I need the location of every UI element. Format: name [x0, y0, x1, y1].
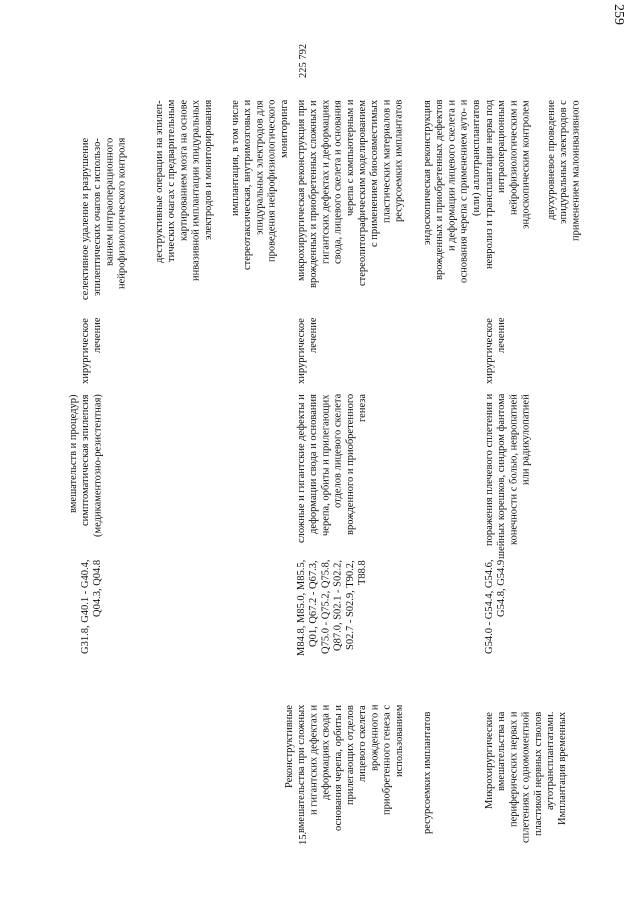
- prev-row-diagnosis: [68, 394, 106, 562]
- text-line: приобретенного генеза с: [381, 705, 393, 815]
- text-line: пластикой нервных стволов: [532, 712, 544, 837]
- text-line: G31.8, G40.1 - G40.4,: [80, 560, 91, 655]
- text-line: стереолитографическим моделированием: [357, 100, 369, 286]
- text-line: Q87.0, S02.1 - S02.2,: [332, 560, 344, 652]
- text-line: с применением биосовместимых: [369, 100, 381, 248]
- next-row-method-1: [484, 100, 536, 318]
- text-line: двухуровневое проведение: [546, 100, 557, 221]
- text-line: хирургическое: [80, 318, 91, 384]
- text-line: нейрофизиологическим и: [508, 100, 520, 215]
- text-line: поражения плечевого сплетения и: [484, 394, 495, 547]
- text-line: мониторинга: [278, 100, 290, 159]
- text-line: ресурсоемких имплантатов: [393, 100, 405, 223]
- text-line: аутотрансплантатами.: [545, 712, 557, 811]
- text-line: генеза: [357, 394, 369, 423]
- next-row-name: [484, 712, 574, 872]
- text-line: лицевого скелета: [357, 705, 369, 782]
- text-line: Q04.3, Q04.8: [92, 560, 104, 618]
- row-15-treatment: [296, 318, 322, 394]
- text-line: нейрофизиологического контроля: [116, 138, 128, 290]
- text-line: Q01, Q67.2 - Q67.3,: [308, 560, 320, 647]
- text-line: применением малоинвазивного: [570, 100, 582, 241]
- text-line: и деформации лицевого скелета и: [446, 100, 458, 252]
- text-line: симптоматическая эпилепсия: [80, 394, 92, 526]
- text-line: врожденных и приобретенных сложных и: [308, 100, 320, 288]
- text-line: S02.7 - S02.9, T90.2,: [344, 560, 356, 650]
- next-row-method-2: [546, 100, 586, 318]
- text-line: M84.8, M85.0, M85.5,: [296, 560, 307, 657]
- text-line: использованием: [393, 705, 405, 778]
- text-line: пластических материалов и: [381, 100, 393, 224]
- text-line: свода, лицевого скелета и основания: [332, 100, 344, 264]
- row-15-diagnosis: [296, 394, 372, 562]
- text-line: картированием мозга на основе: [178, 100, 190, 242]
- prev-row-method-2: [154, 100, 218, 318]
- text-line: черепа, орбиты и прилегающих: [320, 394, 332, 536]
- text-line: G54.0 - G54.4, G54.6,: [484, 560, 495, 655]
- text-line: T88.8: [357, 560, 369, 585]
- text-line: имплантация, в том числе: [230, 100, 241, 216]
- text-line: периферических нервах и: [508, 712, 520, 828]
- text-line: сплетениях с одномоментной: [520, 712, 532, 844]
- text-line: электродов и мониторирования: [202, 100, 214, 241]
- text-line: деструктивные операции на эпилеп-: [154, 100, 165, 263]
- text-line: врожденного и: [369, 705, 381, 772]
- row-15-name-end: [422, 712, 436, 860]
- text-line: ванием интраоперационного: [104, 138, 116, 267]
- text-line: стереотаксическая, внутримозговых и: [242, 100, 254, 271]
- text-line: или радикулопатией: [520, 394, 532, 485]
- text-line: эндоскопическим контролем: [520, 100, 532, 229]
- text-line: Имплантация временных: [557, 712, 569, 826]
- text-line: основания черепа, орбиты и: [332, 705, 344, 831]
- text-line: G54.8, G54.9: [496, 560, 508, 618]
- text-line: вмешательств и процедур): [68, 394, 79, 513]
- text-line: тических очагах с предварительным: [166, 100, 178, 263]
- text-line: хирургическое: [296, 318, 307, 384]
- text-line: эпилептических очагов с использо-: [92, 138, 104, 296]
- prev-row-method-3: [230, 100, 294, 318]
- next-row-treatment: [484, 318, 510, 394]
- text-line: Микрохирургические: [484, 712, 495, 809]
- text-line: лечение: [308, 318, 320, 354]
- text-line: хирургическое: [484, 318, 495, 384]
- text-line: шейных корешков, синдром фантома: [496, 394, 508, 560]
- text-line: конечности с болью, невропатией: [508, 394, 520, 545]
- text-line: сложные и гигантские дефекты и: [296, 394, 307, 543]
- text-line: интраоперационным: [496, 100, 508, 193]
- text-line: вмешательства на: [496, 712, 508, 792]
- text-line: отделов лицевого скелета: [332, 394, 344, 509]
- text-line: ресурсоемких имплантатов: [422, 712, 433, 835]
- row-15-name: [284, 705, 410, 865]
- text-line: и гигантских дефектах и: [308, 705, 320, 816]
- text-line: (или) аллотрансплантатов: [470, 100, 482, 217]
- text-line: инвазивной имплантации эпидуральных: [190, 100, 202, 282]
- row-15-method-1: [296, 100, 408, 318]
- text-line: лечение: [496, 318, 508, 354]
- prev-row-method-1: [80, 138, 132, 318]
- row-15-method-2: [422, 100, 486, 318]
- text-line: прилегающих отделов: [345, 705, 357, 805]
- text-line: селективное удаление и разрушение: [80, 138, 91, 301]
- text-line: лечение: [92, 318, 104, 354]
- text-line: врожденного и приобретенного: [344, 394, 356, 536]
- text-line: (медикаментозно-резистентная): [92, 394, 104, 537]
- next-row-diagnosis: [484, 394, 536, 562]
- text-line: основания черепа с применением ауто- и: [458, 100, 470, 284]
- next-row-codes: [484, 560, 510, 728]
- text-line: невролиз и трансплантация нерва под: [484, 100, 495, 270]
- text-line: эндоскопическая реконструкция: [422, 100, 433, 245]
- prev-row-treatment: [80, 318, 106, 394]
- text-line: эпидуральных электродов с: [558, 100, 570, 224]
- text-line: Q75.0 - Q75.2, Q75.8,: [320, 560, 332, 655]
- text-line: черепа с компьютерным и: [344, 100, 356, 217]
- text-line: гигантских дефектах и деформациях: [320, 100, 332, 265]
- row-15-codes: [296, 560, 372, 728]
- text-line: вмешательства при сложных: [296, 705, 308, 834]
- text-line: проведения нейрофизиологического: [266, 100, 278, 263]
- row-number: 15.: [298, 832, 309, 846]
- text-line: врожденных и приобретенных дефектов: [434, 100, 446, 281]
- prev-row-codes: [80, 560, 106, 728]
- row-total: 225 792: [298, 44, 309, 79]
- text-line: микрохирургическая реконструкция при: [296, 100, 307, 282]
- text-line: Реконструктивные: [284, 705, 295, 789]
- text-line: деформациях свода и: [320, 705, 332, 801]
- page-number: 259: [611, 4, 626, 25]
- text-line: деформации свода и основания: [308, 394, 320, 534]
- text-line: эпидуральных электродов для: [254, 100, 266, 235]
